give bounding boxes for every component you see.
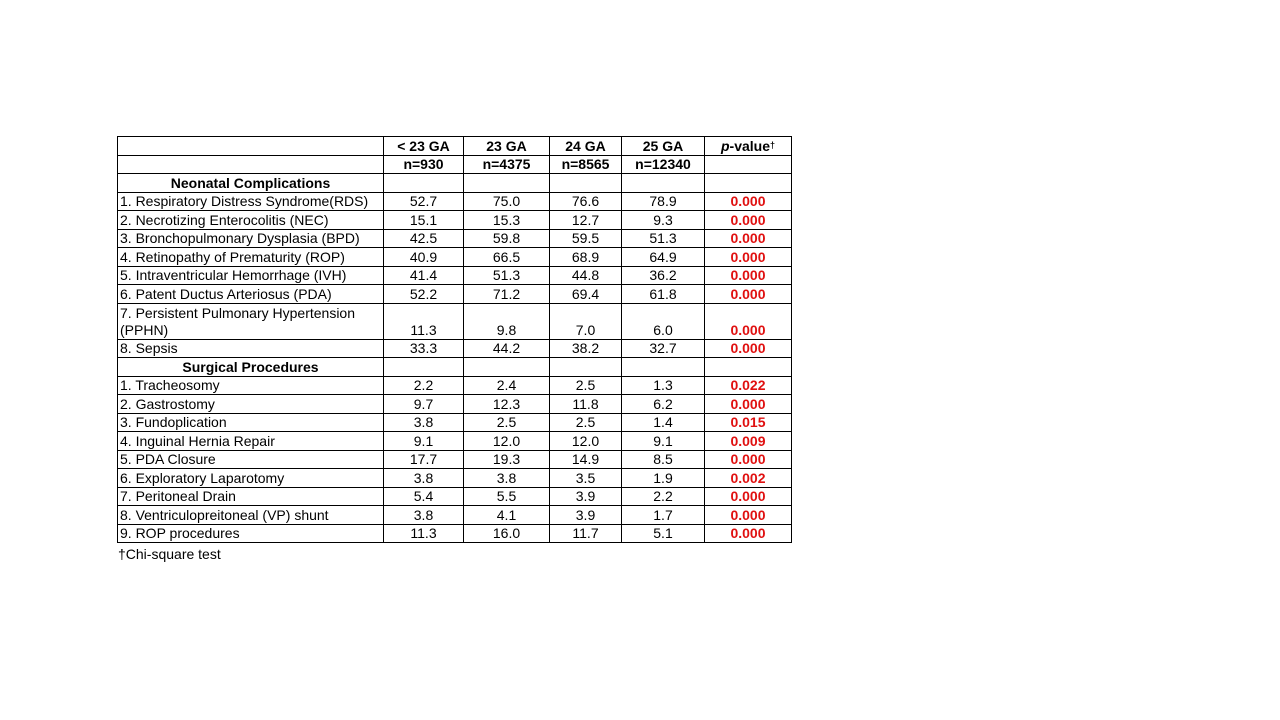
- empty-cell: [622, 358, 705, 377]
- value-cell: 3.5: [550, 469, 622, 488]
- table-row: [118, 248, 792, 267]
- table-row: [118, 395, 792, 414]
- value-cell: 71.2: [464, 285, 550, 304]
- value-cell: 14.9: [550, 450, 622, 469]
- empty-cell: [705, 358, 792, 377]
- pvalue-cell: 0.009: [705, 432, 792, 451]
- section-title: Surgical Procedures: [118, 358, 384, 377]
- row-label: 3. Bronchopulmonary Dysplasia (BPD): [118, 229, 384, 248]
- value-cell: 51.3: [622, 229, 705, 248]
- header-pvalue: [705, 137, 792, 156]
- value-cell: 75.0: [464, 192, 550, 211]
- value-cell: 3.9: [550, 506, 622, 525]
- row-label: 1. Respiratory Distress Syndrome(RDS): [118, 192, 384, 211]
- table-row: [118, 450, 792, 469]
- value-cell: 69.4: [550, 285, 622, 304]
- value-cell: 33.3: [384, 339, 464, 358]
- section-header-row: [118, 358, 792, 377]
- pvalue-cell: 0.000: [705, 524, 792, 543]
- header-n-25: n=12340: [622, 155, 705, 174]
- row-label: 5. PDA Closure: [118, 450, 384, 469]
- table-row: [118, 376, 792, 395]
- value-cell: 68.9: [550, 248, 622, 267]
- header-ga-25: 25 GA: [622, 137, 705, 156]
- value-cell: 51.3: [464, 266, 550, 285]
- row-label: 8. Ventriculopreitoneal (VP) shunt: [118, 506, 384, 525]
- table-row: [118, 339, 792, 358]
- header-row-ga: [118, 137, 792, 156]
- value-cell: 2.2: [622, 487, 705, 506]
- footnote: †Chi-square test: [118, 546, 221, 562]
- value-cell: 52.2: [384, 285, 464, 304]
- pvalue-cell: 0.002: [705, 469, 792, 488]
- value-cell: 40.9: [384, 248, 464, 267]
- header-row-n: [118, 155, 792, 174]
- value-cell: 6.2: [622, 395, 705, 414]
- row-label: 5. Intraventricular Hemorrhage (IVH): [118, 266, 384, 285]
- value-cell: 15.3: [464, 211, 550, 230]
- table-row: [118, 487, 792, 506]
- value-cell: 2.5: [550, 413, 622, 432]
- value-cell: 15.1: [384, 211, 464, 230]
- pvalue-label: -value: [729, 137, 770, 154]
- header-blank-cell: [118, 155, 384, 174]
- empty-cell: [384, 174, 464, 193]
- table-row: [118, 266, 792, 285]
- row-label: 3. Fundoplication: [118, 413, 384, 432]
- value-cell: 64.9: [622, 248, 705, 267]
- value-cell: 9.1: [622, 432, 705, 451]
- value-cell: 1.7: [622, 506, 705, 525]
- row-label: 6. Exploratory Laparotomy: [118, 469, 384, 488]
- table-row: [118, 285, 792, 304]
- value-cell: 12.0: [550, 432, 622, 451]
- dagger-mark: †: [770, 139, 776, 150]
- value-cell: 6.0: [622, 303, 705, 339]
- table-row: [118, 303, 792, 339]
- row-label: 6. Patent Ductus Arteriosus (PDA): [118, 285, 384, 304]
- value-cell: 17.7: [384, 450, 464, 469]
- pvalue-cell: 0.000: [705, 395, 792, 414]
- pvalue-cell: 0.022: [705, 376, 792, 395]
- row-label: 7. Persistent Pulmonary Hypertension (PPHN): [118, 303, 384, 339]
- value-cell: 11.3: [384, 303, 464, 339]
- pvalue-cell: 0.000: [705, 192, 792, 211]
- value-cell: 78.9: [622, 192, 705, 211]
- row-label: 4. Inguinal Hernia Repair: [118, 432, 384, 451]
- value-cell: 2.5: [550, 376, 622, 395]
- value-cell: 76.6: [550, 192, 622, 211]
- table-row: [118, 413, 792, 432]
- value-cell: 19.3: [464, 450, 550, 469]
- value-cell: 1.9: [622, 469, 705, 488]
- section-title: Neonatal Complications: [118, 174, 384, 193]
- table-body: [118, 137, 792, 543]
- value-cell: 36.2: [622, 266, 705, 285]
- header-blank-cell: [118, 137, 384, 156]
- table-row: [118, 524, 792, 543]
- row-label: 4. Retinopathy of Prematurity (ROP): [118, 248, 384, 267]
- value-cell: 5.4: [384, 487, 464, 506]
- value-cell: 1.4: [622, 413, 705, 432]
- value-cell: 66.5: [464, 248, 550, 267]
- value-cell: 9.8: [464, 303, 550, 339]
- value-cell: 3.8: [384, 506, 464, 525]
- value-cell: 5.1: [622, 524, 705, 543]
- row-label: 7. Peritoneal Drain: [118, 487, 384, 506]
- row-label: 1. Tracheosomy: [118, 376, 384, 395]
- pvalue-cell: 0.000: [705, 285, 792, 304]
- value-cell: 52.7: [384, 192, 464, 211]
- empty-cell: [550, 174, 622, 193]
- section-header-row: [118, 174, 792, 193]
- row-label: 2. Necrotizing Enterocolitis (NEC): [118, 211, 384, 230]
- value-cell: 2.2: [384, 376, 464, 395]
- empty-cell: [464, 358, 550, 377]
- value-cell: 42.5: [384, 229, 464, 248]
- pvalue-cell: 0.000: [705, 450, 792, 469]
- value-cell: 1.3: [622, 376, 705, 395]
- value-cell: 44.8: [550, 266, 622, 285]
- header-n-23: n=4375: [464, 155, 550, 174]
- row-label: 8. Sepsis: [118, 339, 384, 358]
- value-cell: 7.0: [550, 303, 622, 339]
- value-cell: 32.7: [622, 339, 705, 358]
- header-n-24: n=8565: [550, 155, 622, 174]
- pvalue-cell: 0.000: [705, 339, 792, 358]
- value-cell: 38.2: [550, 339, 622, 358]
- row-label: 9. ROP procedures: [118, 524, 384, 543]
- value-cell: 59.8: [464, 229, 550, 248]
- value-cell: 2.5: [464, 413, 550, 432]
- pvalue-cell: 0.000: [705, 303, 792, 339]
- header-ga-23: 23 GA: [464, 137, 550, 156]
- value-cell: 9.1: [384, 432, 464, 451]
- pvalue-cell: 0.000: [705, 211, 792, 230]
- pvalue-cell: 0.000: [705, 229, 792, 248]
- header-n-lt23: n=930: [384, 155, 464, 174]
- value-cell: 12.3: [464, 395, 550, 414]
- value-cell: 3.8: [384, 469, 464, 488]
- table-row: [118, 469, 792, 488]
- value-cell: 44.2: [464, 339, 550, 358]
- value-cell: 8.5: [622, 450, 705, 469]
- table-row: [118, 229, 792, 248]
- header-ga-lt23: < 23 GA: [384, 137, 464, 156]
- value-cell: 9.7: [384, 395, 464, 414]
- value-cell: 12.0: [464, 432, 550, 451]
- value-cell: 41.4: [384, 266, 464, 285]
- header-blank-cell: [705, 155, 792, 174]
- complications-table: [117, 136, 792, 543]
- pvalue-italic-p: p: [720, 137, 730, 154]
- value-cell: 3.8: [464, 469, 550, 488]
- value-cell: 5.5: [464, 487, 550, 506]
- empty-cell: [550, 358, 622, 377]
- empty-cell: [705, 174, 792, 193]
- value-cell: 59.5: [550, 229, 622, 248]
- value-cell: 3.8: [384, 413, 464, 432]
- pvalue-cell: 0.000: [705, 266, 792, 285]
- value-cell: 11.8: [550, 395, 622, 414]
- empty-cell: [384, 358, 464, 377]
- value-cell: 16.0: [464, 524, 550, 543]
- value-cell: 9.3: [622, 211, 705, 230]
- empty-cell: [464, 174, 550, 193]
- header-ga-24: 24 GA: [550, 137, 622, 156]
- value-cell: 61.8: [622, 285, 705, 304]
- table-row: [118, 506, 792, 525]
- value-cell: 2.4: [464, 376, 550, 395]
- value-cell: 12.7: [550, 211, 622, 230]
- empty-cell: [622, 174, 705, 193]
- pvalue-cell: 0.015: [705, 413, 792, 432]
- pvalue-cell: 0.000: [705, 506, 792, 525]
- table-row: [118, 432, 792, 451]
- table-row: [118, 211, 792, 230]
- value-cell: 3.9: [550, 487, 622, 506]
- pvalue-cell: 0.000: [705, 248, 792, 267]
- row-label: 2. Gastrostomy: [118, 395, 384, 414]
- table-row: [118, 192, 792, 211]
- value-cell: 11.7: [550, 524, 622, 543]
- value-cell: 4.1: [464, 506, 550, 525]
- value-cell: 11.3: [384, 524, 464, 543]
- pvalue-cell: 0.000: [705, 487, 792, 506]
